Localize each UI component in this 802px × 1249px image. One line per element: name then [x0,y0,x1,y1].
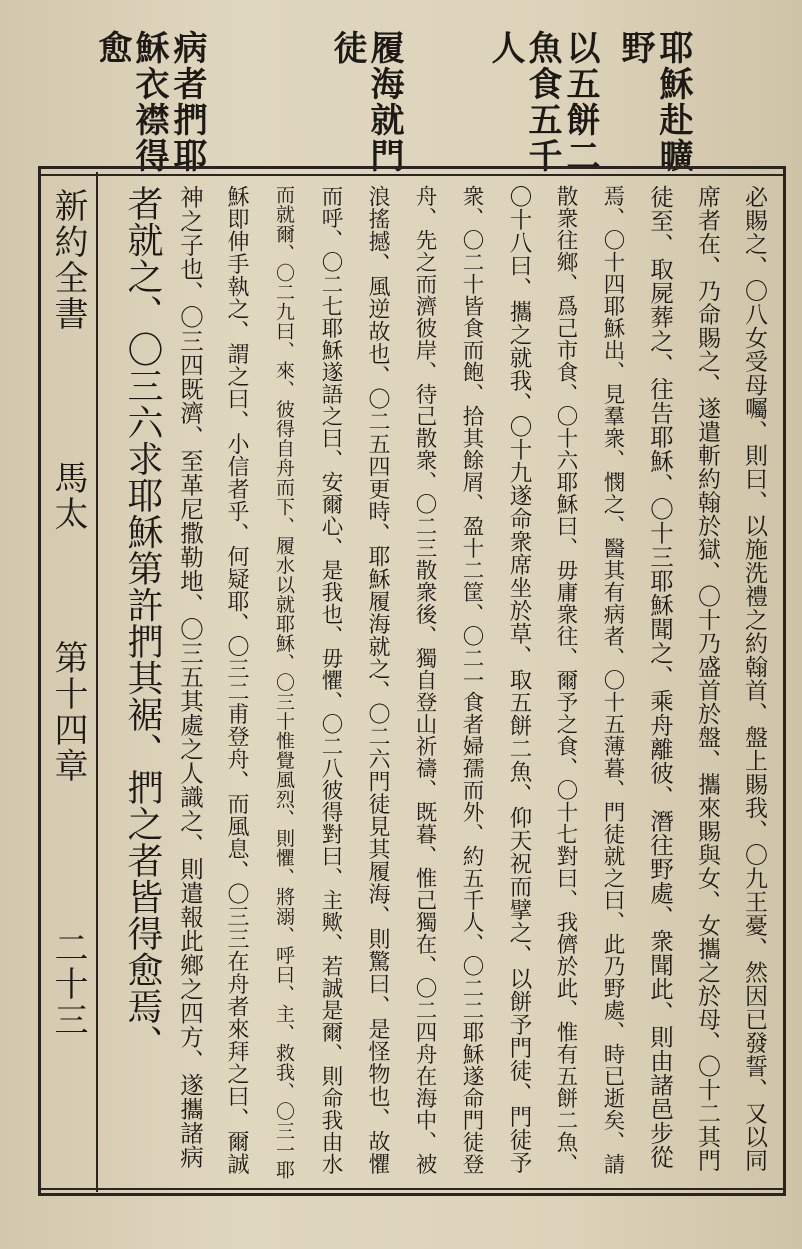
header-col-8: 病者捫耶 [167,30,207,174]
body-line-1: 必賜之、〇八女受母囑、則曰、以施洗禮之約翰首、盤上賜我、〇九王憂、然因已發誓、又以同 [741,185,767,1172]
body-line-3: 徒至、取屍葬之、往告耶穌、〇十三耶穌聞之、乘舟離彼、潛往野處、衆聞此、則由諸邑步從 [646,185,674,1169]
header-col-9: 穌衣襟得 [129,30,169,174]
body-line-14: 者就之、〇三六求耶穌第許捫其裾、捫之者皆得愈焉、 [122,185,163,1061]
body-line-12: 穌即伸手執之、謂之曰、小信者乎、何疑耶、〇三二甫登舟、而風息、〇三三在舟者來拜之曰、爾誠 [224,185,249,1175]
header-col-5: 人 [485,30,525,66]
header-col-7: 徒 [327,30,367,66]
frame-bottom-rule [38,1188,786,1190]
margin-book-title: 新約全書 [48,188,88,332]
header-col-4: 魚食五千 [522,30,562,174]
margin-page-number: 二十三 [48,930,88,1038]
body-line-6: 〇十八曰、攜之就我、〇十九遂命衆席坐於草、取五餅二魚、仰天祝而擘之、以餅予門徒、門徒予 [506,185,532,1174]
body-line-10: 而呼、〇二七耶穌遂語之曰、安爾心、是我也、毋懼、〇二八彼得對曰、主歟、若誠是爾、則命我由水 [318,185,343,1175]
header-col-1: 耶穌赴曠 [653,30,693,174]
body-line-13: 神之子也、〇三四既濟、至革尼撒勒地、〇三五其處之人識之、則遣報此鄉之四方、遂攜諸病 [176,185,204,1169]
header-col-3: 以五餅二 [560,30,600,174]
body-line-11: 而就爾、〇二九曰、來、彼得自舟而下、履水以就耶穌、〇三十惟覺風烈、則懼、將溺、呼曰、主、救我、〇三一耶 [273,185,295,1180]
body-line-7: 衆、〇二十皆食而飽、拾其餘屑、盈十二筐、〇二一食者婦孺而外、約五千人、〇二二耶穌遂命門徒登 [459,185,484,1175]
header-col-2: 野 [615,30,655,66]
body-line-4: 焉、〇十四耶穌出、見羣衆、憫之、醫其有病者、〇十五薄暮、門徒就之曰、此乃野處、時已逝矣、請 [600,185,625,1175]
header-col-6: 履海就門 [364,30,404,174]
margin-gospel-name: 馬太 [48,460,88,532]
header-col-10: 愈 [92,30,132,66]
body-line-8: 舟、先之而濟彼岸、待己散衆、〇二三散衆後、獨自登山祈禱、既暮、惟己獨在、〇二四舟在海中、被 [412,185,437,1175]
body-line-9: 浪搖撼、風逆故也、〇二五四更時、耶穌履海就之、〇二六門徒見其履海、則驚曰、是怪物也、故懼 [365,185,390,1175]
margin-chapter: 第十四章 [48,640,88,784]
body-line-2: 席者在、乃命賜之、遂遣斬約翰於獄、〇十乃盛首於盤、攜來賜與女、女攜之於母、〇十二其門 [694,185,720,1172]
body-line-5: 散衆往鄉、爲己市食、〇十六耶穌曰、毋庸衆往、爾予之食、〇十七對曰、我儕於此、惟有五餅二魚、 [553,185,578,1175]
